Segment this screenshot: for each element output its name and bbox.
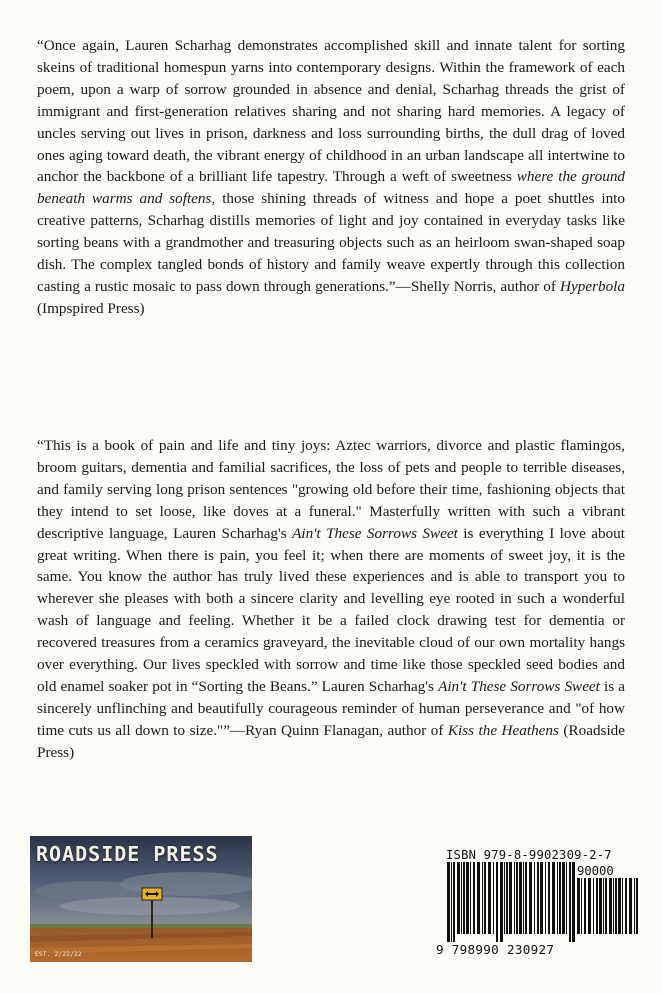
blurb-text: “This is a book of pain and life and tiny joys: Aztec warriors, divorce and plastic flamingos, broom guitars, dementia and familial sacrifices, the loss of pets and people to terrible diseases, and family serving long prison sentences "growing old before their time, fashioning objects that they intend to set loose, like doves at a funeral." Masterfully written with such a vibrant descriptive language, Lauren Scharhag's <box>37 437 625 542</box>
publisher-established: EST. 2/22/22 <box>35 951 82 958</box>
blurb-publisher: (Roadside Press) <box>37 721 625 761</box>
isbn-digits: 9 798990 230927 <box>436 942 555 957</box>
blurb-book-title: Kiss the Heathens <box>447 721 559 739</box>
blurb-text: “Once again, Lauren Scharhag demonstrates accomplished skill and innate talent for sorting skeins of traditional homespun yarns into contemporary designs. Within the framework of each poem, upon a warp of sorrow grounded in absence and denial, Scharhag threads the grist of immigrant and first-generation relatives sharing and not sharing hard memories. A legacy of uncles serving out lives in prison, darkness and loss surrounding births, the dull drag of loved ones aging toward death, the vibrant energy of childhood in an urban landscape all intertwine to anchor the backbone of a brilliant life tapestry. Through a weft of sweetness <box>37 37 625 186</box>
blurb-shelly-norris <box>37 35 625 320</box>
blurb-italic-quote: where the ground beneath warms and softens, <box>37 168 626 208</box>
isbn-label: ISBN 979-8-9902309-2-7 <box>446 848 612 862</box>
blurb-text: is everything I love about great writing. When there is pain, you feel it; when there are moments of sweet joy, it is the same. You know the author has truly lived these experiences and is able to transport you to wherever she pleases with both a sincere clarity and levelling eye rooted in such a wonderful wash of language and feeling. Whether it be a failed clock drawing test for dementia or recovered treasures from a ceramics graveyard, the inevitable cloud of our own mortality hangs over everything. Our lives speckled with sorrow and time like those speckled seed bodies and old enamel soaker pot in “Sorting the Beans.” Lauren Scharhag's <box>37 524 625 695</box>
price-barcode <box>576 878 640 958</box>
blurb-publisher: (Impspired Press) <box>37 299 145 317</box>
blurb-ryan-quinn-flanagan <box>37 435 625 764</box>
price-code: 90000 <box>577 864 614 878</box>
blurb-text: is a sincerely unflinching and beautifully courageous reminder of human perseverance and "of how time cuts us all down to size."”—Ryan Quinn Flanagan, author of <box>37 677 626 739</box>
blurb-book-title: Ain't These Sorrows Sweet <box>292 524 458 542</box>
isbn-barcode <box>446 862 576 942</box>
publisher-name: ROADSIDE PRESS <box>36 842 219 866</box>
publisher-logo <box>30 836 252 962</box>
blurb-book-title: Ain't These Sorrows Sweet <box>438 677 600 695</box>
blurb-book-title: Hyperbola <box>560 277 625 295</box>
blurb-text: those shining threads of witness and hope a poet shuttles into creative patterns, Scharhag distills memories of light and joy contained in everyday tasks like sorting beans with a grandmother and treasuring objects such as an heirloom swan-shaped soap dish. The complex tangled bonds of history and family weave expertly through this collection casting a rustic mosaic to pass down through generations.”—Shelly Norris, author of <box>37 190 625 295</box>
